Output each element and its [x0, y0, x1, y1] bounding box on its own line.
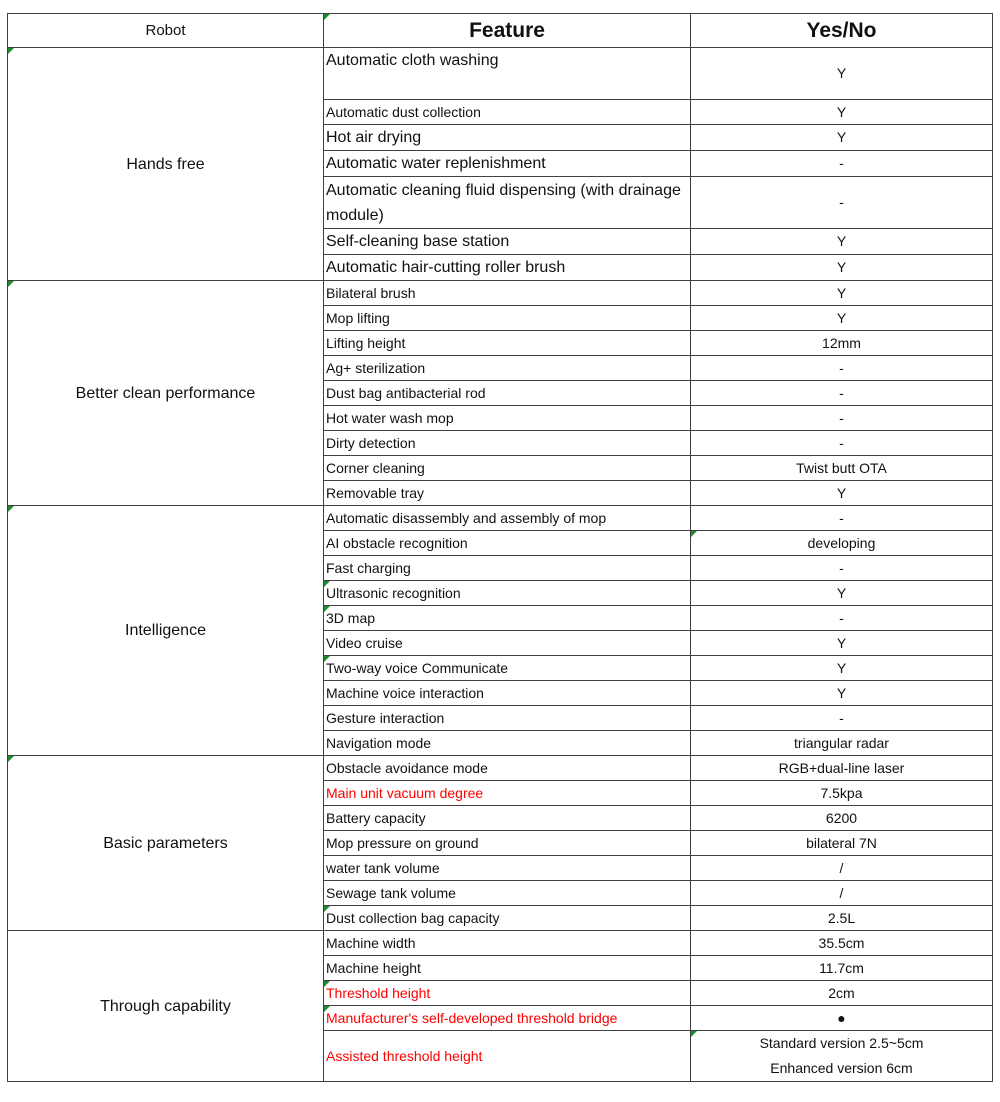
- value-cell: -: [691, 706, 993, 731]
- feature-cell: Lifting height: [324, 331, 691, 356]
- feature-cell: Automatic dust collection: [324, 100, 691, 125]
- value-cell: 11.7cm: [691, 956, 993, 981]
- value-cell: Y: [691, 681, 993, 706]
- feature-header: Feature: [324, 14, 691, 48]
- value-cell: 7.5kpa: [691, 781, 993, 806]
- value-cell: -: [691, 177, 993, 229]
- feature-cell: Fast charging: [324, 556, 691, 581]
- value-cell: 12mm: [691, 331, 993, 356]
- feature-cell: AI obstacle recognition: [324, 531, 691, 556]
- feature-cell: Dust collection bag capacity: [324, 906, 691, 931]
- feature-cell: Manufacturer's self-developed threshold bridge: [324, 1006, 691, 1031]
- feature-cell: Battery capacity: [324, 806, 691, 831]
- value-cell: -: [691, 606, 993, 631]
- header-row: [8, 14, 993, 48]
- feature-cell: Navigation mode: [324, 731, 691, 756]
- feature-cell: Automatic cloth washing: [324, 48, 691, 100]
- value-cell: -: [691, 406, 993, 431]
- value-cell: 2cm: [691, 981, 993, 1006]
- value-cell: -: [691, 151, 993, 177]
- value-cell: /: [691, 856, 993, 881]
- value-cell: RGB+dual-line laser: [691, 756, 993, 781]
- feature-cell: water tank volume: [324, 856, 691, 881]
- spec-sheet: [7, 13, 993, 1082]
- value-cell: [691, 1031, 993, 1082]
- group-hands-free: Hands free: [8, 48, 324, 281]
- value-cell: ●: [691, 1006, 993, 1031]
- value-cell: Y: [691, 100, 993, 125]
- feature-cell: Threshold height: [324, 981, 691, 1006]
- value-cell: Y: [691, 125, 993, 151]
- group-intelligence: Intelligence: [8, 506, 324, 756]
- value-cell: Y: [691, 656, 993, 681]
- table-row: [8, 756, 993, 781]
- value-cell: -: [691, 506, 993, 531]
- value-cell: 35.5cm: [691, 931, 993, 956]
- feature-cell: Automatic hair-cutting roller brush: [324, 255, 691, 281]
- feature-cell: Ag+ sterilization: [324, 356, 691, 381]
- value-cell: /: [691, 881, 993, 906]
- robot-header: Robot: [8, 14, 324, 48]
- value-cell: triangular radar: [691, 731, 993, 756]
- value-cell: Y: [691, 255, 993, 281]
- feature-cell: Gesture interaction: [324, 706, 691, 731]
- table-row: [8, 48, 993, 100]
- feature-cell: Bilateral brush: [324, 281, 691, 306]
- feature-cell: Corner cleaning: [324, 456, 691, 481]
- value-cell: Y: [691, 581, 993, 606]
- feature-cell: Two-way voice Communicate: [324, 656, 691, 681]
- feature-cell: Video cruise: [324, 631, 691, 656]
- value-cell: Y: [691, 229, 993, 255]
- value-cell: Y: [691, 481, 993, 506]
- value-cell: Y: [691, 306, 993, 331]
- value-cell: developing: [691, 531, 993, 556]
- feature-cell: 3D map: [324, 606, 691, 631]
- feature-cell: Ultrasonic recognition: [324, 581, 691, 606]
- feature-cell: Mop lifting: [324, 306, 691, 331]
- value-cell: Y: [691, 48, 993, 100]
- table-row: [8, 281, 993, 306]
- feature-table: [7, 13, 993, 1082]
- value-cell: 6200: [691, 806, 993, 831]
- group-through-capability: Through capability: [8, 931, 324, 1082]
- feature-cell: Automatic cleaning fluid dispensing (with drainage module): [324, 177, 691, 229]
- feature-cell: Machine height: [324, 956, 691, 981]
- value-cell: -: [691, 381, 993, 406]
- value-cell: -: [691, 556, 993, 581]
- feature-cell: Hot water wash mop: [324, 406, 691, 431]
- feature-cell: Self-cleaning base station: [324, 229, 691, 255]
- group-basic-parameters: Basic parameters: [8, 756, 324, 931]
- feature-cell: Removable tray: [324, 481, 691, 506]
- yesno-header: Yes/No: [691, 14, 993, 48]
- group-better-clean: Better clean performance: [8, 281, 324, 506]
- feature-cell: Sewage tank volume: [324, 881, 691, 906]
- value-cell: Y: [691, 631, 993, 656]
- feature-cell: Hot air drying: [324, 125, 691, 151]
- feature-cell: Machine voice interaction: [324, 681, 691, 706]
- feature-cell: Dust bag antibacterial rod: [324, 381, 691, 406]
- feature-cell: Assisted threshold height: [324, 1031, 691, 1082]
- value-cell: Twist butt OTA: [691, 456, 993, 481]
- value-cell: -: [691, 356, 993, 381]
- value-cell: bilateral 7N: [691, 831, 993, 856]
- feature-cell: Machine width: [324, 931, 691, 956]
- feature-cell: Automatic disassembly and assembly of mop: [324, 506, 691, 531]
- value-line-enhanced: Enhanced version 6cm: [770, 1060, 913, 1076]
- value-line-standard: Standard version 2.5~5cm: [759, 1035, 924, 1051]
- table-row: [8, 931, 993, 956]
- feature-cell: Obstacle avoidance mode: [324, 756, 691, 781]
- feature-cell: Mop pressure on ground: [324, 831, 691, 856]
- value-cell: Y: [691, 281, 993, 306]
- value-cell: -: [691, 431, 993, 456]
- table-row: [8, 506, 993, 531]
- feature-cell: Main unit vacuum degree: [324, 781, 691, 806]
- feature-cell: Automatic water replenishment: [324, 151, 691, 177]
- value-cell: 2.5L: [691, 906, 993, 931]
- feature-cell: Dirty detection: [324, 431, 691, 456]
